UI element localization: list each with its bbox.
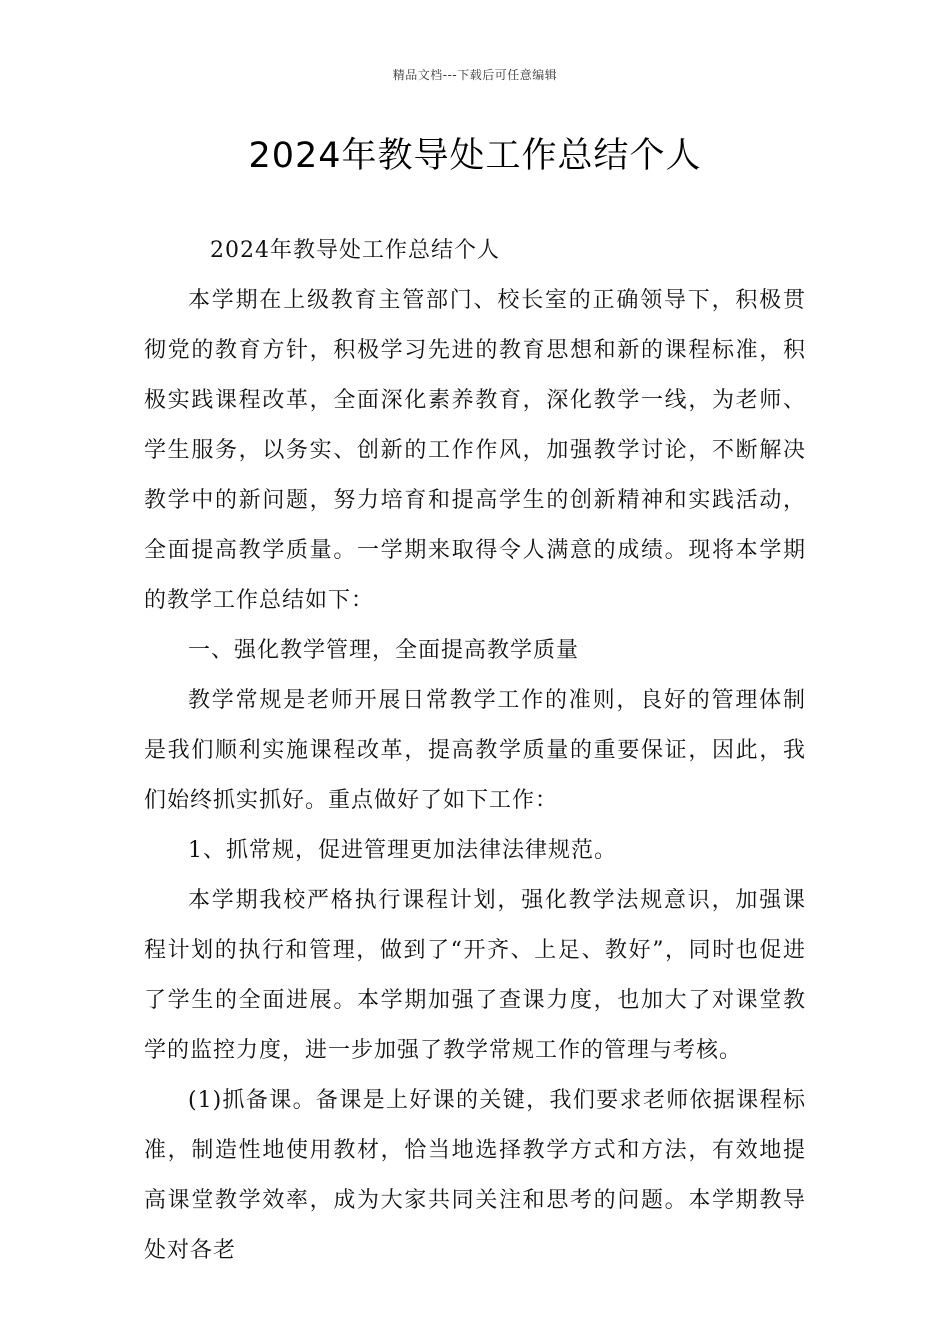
body-paragraph: 教学常规是老师开展日常教学工作的准则，良好的管理体制是我们顺利实施课程改革，提高教学质量的重要保证，因此，我们始终抓实抓好。重点做好了如下工作： xyxy=(144,688,806,813)
section-heading: 一、强化教学管理，全面提高教学质量 xyxy=(188,638,580,663)
subtitle-paragraph: 2024年教导处工作总结个人 xyxy=(210,238,500,263)
body-paragraph: (1)抓备课。备课是上好课的关键，我们要求老师依据课程标准，制造性地使用教材，恰当地选择教学方式和方法，有效地提高课堂教学效率，成为大家共同关注和思考的问题。本学期教导处对各老 xyxy=(144,1088,806,1263)
body-paragraph: 本学期我校严格执行课程计划，强化教学法规意识，加强课程计划的执行和管理，做到了“开齐、上足、教好”，同时也促进了学生的全面进展。本学期加强了查课力度，也加大了对课堂教学的监控力度，进一步加强了教学常规工作的管理与考核。 xyxy=(144,888,806,1063)
subsection-heading: 1、抓常规，促进管理更加法律法律规范。 xyxy=(188,838,617,863)
document-title: 2024年教导处工作总结个人 xyxy=(248,136,702,176)
page-header: 精品文档---下载后可任意编辑 xyxy=(392,68,558,82)
body-paragraph: 本学期在上级教育主管部门、校长室的正确领导下，积极贯彻党的教育方针，积极学习先进的教育思想和新的课程标准，积极实践课程改革，全面深化素养教育，深化教学一线，为老师、学生服务，以务实、创新的工作作风，加强教学讨论，不断解决教学中的新问题，努力培育和提高学生的创新精神和实践活动，全面提高教学质量。一学期来取得令人满意的成绩。现将本学期的教学工作总结如下： xyxy=(144,288,806,613)
document-body xyxy=(144,226,806,1276)
